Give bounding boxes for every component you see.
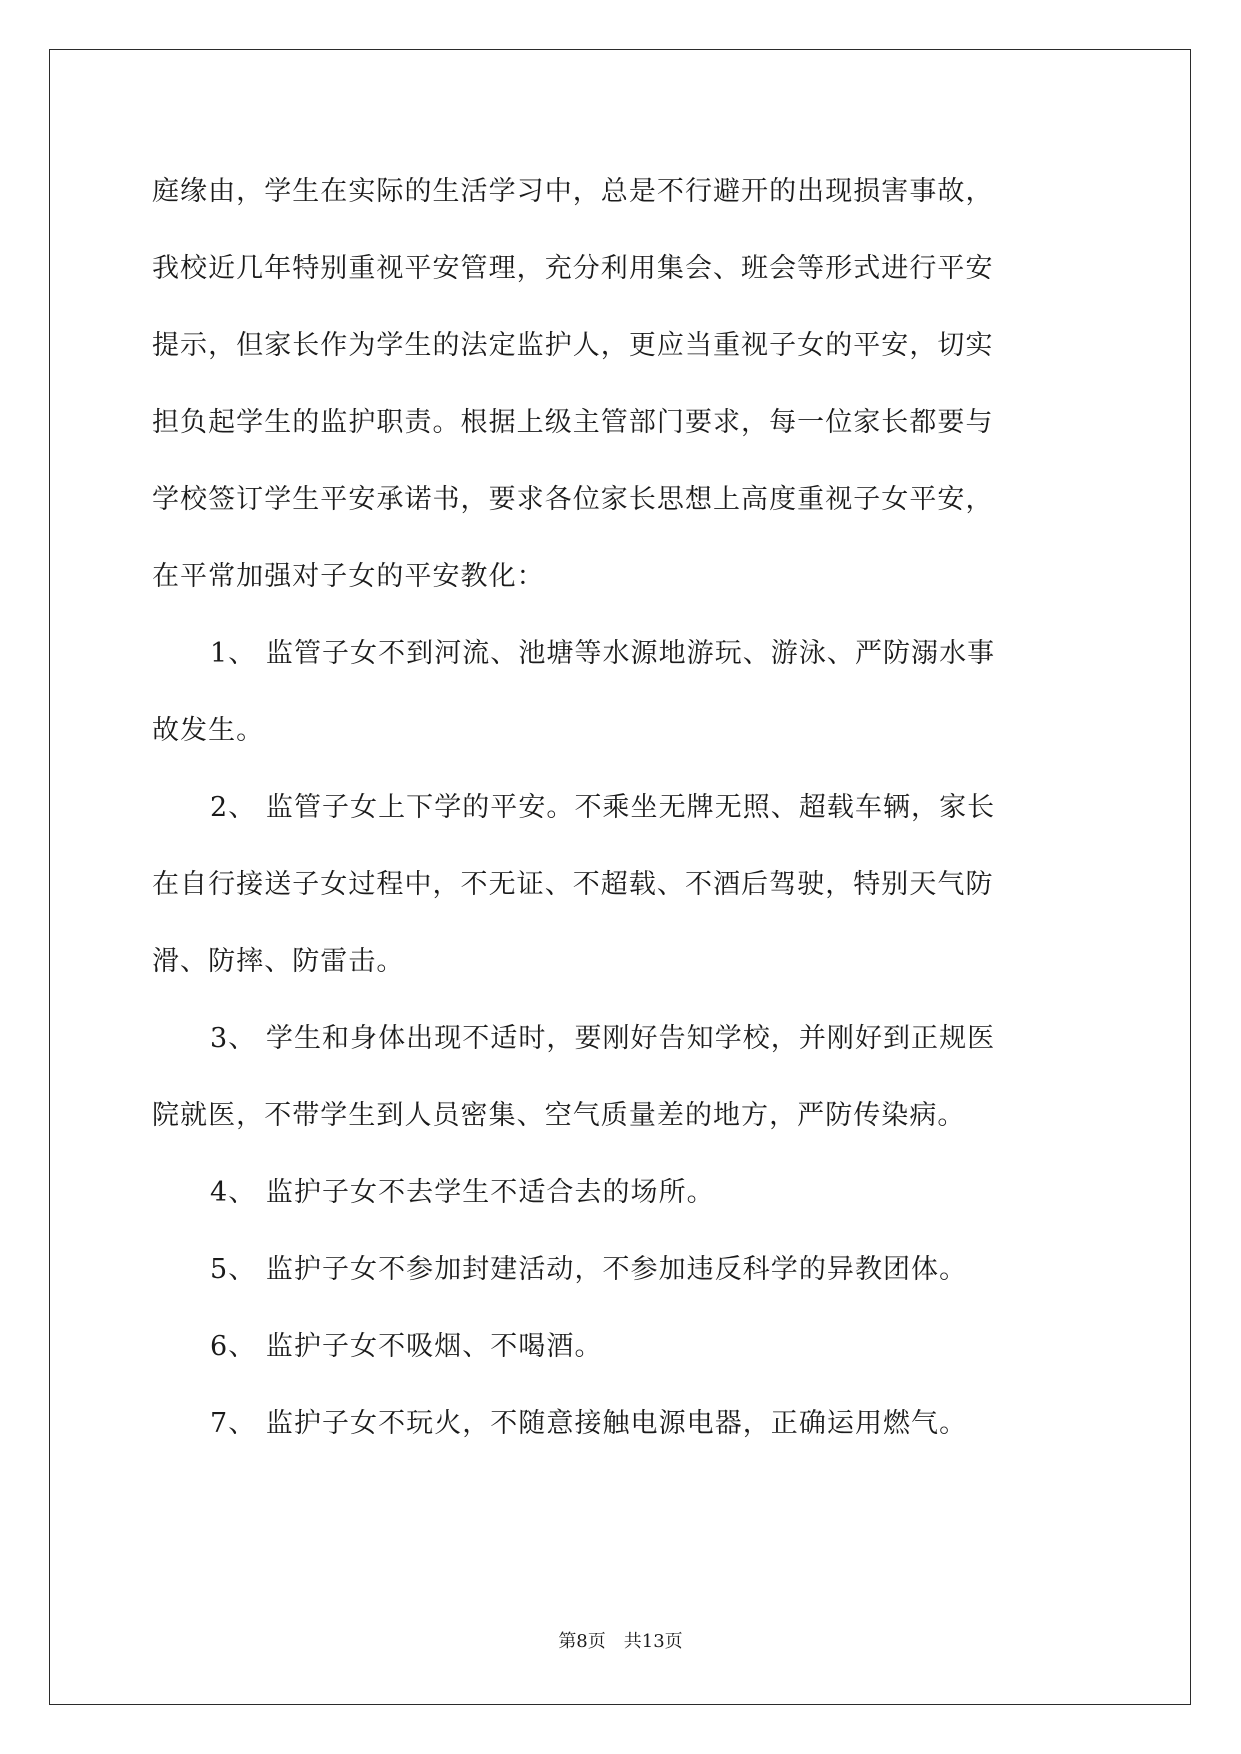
body-line: 在平常加强对子女的平安教化： bbox=[152, 561, 545, 592]
list-item-2: 2、 监管子女上下学的平安。不乘坐无牌无照、超载车辆，家长 bbox=[210, 792, 996, 823]
page-total: 共13页 bbox=[623, 1631, 683, 1652]
list-item-3-continuation: 院就医，不带学生到人员密集、空气质量差的地方，严防传染病。 bbox=[152, 1100, 966, 1131]
list-item-5: 5、 监护子女不参加封建活动，不参加违反科学的异教团体。 bbox=[210, 1254, 968, 1285]
list-item-4: 4、 监护子女不去学生不适合去的场所。 bbox=[210, 1177, 715, 1208]
document-body bbox=[152, 170, 1092, 1479]
body-line: 我校近几年特别重视平安管理，充分利用集会、班会等形式进行平安 bbox=[152, 253, 994, 284]
body-line: 庭缘由，学生在实际的生活学习中，总是不行避开的出现损害事故， bbox=[152, 176, 994, 207]
body-line: 学校签订学生平安承诺书，要求各位家长思想上高度重视子女平安， bbox=[152, 484, 994, 515]
page-number: 第8页 bbox=[558, 1631, 606, 1652]
list-item-7: 7、 监护子女不玩火，不随意接触电源电器，正确运用燃气。 bbox=[210, 1408, 968, 1439]
list-item-2-continuation: 滑、防摔、防雷击。 bbox=[152, 946, 405, 977]
body-line: 担负起学生的监护职责。根据上级主管部门要求，每一位家长都要与 bbox=[152, 407, 994, 438]
list-item-1-continuation: 故发生。 bbox=[152, 715, 265, 746]
list-item-2-continuation: 在自行接送子女过程中，不无证、不超载、不酒后驾驶，特别天气防 bbox=[152, 869, 994, 900]
list-item-3: 3、 学生和身体出现不适时，要刚好告知学校，并刚好到正规医 bbox=[210, 1023, 996, 1054]
list-item-1: 1、 监管子女不到河流、池塘等水源地游玩、游泳、严防溺水事 bbox=[210, 638, 996, 669]
body-line: 提示，但家长作为学生的法定监护人，更应当重视子女的平安，切实 bbox=[152, 330, 994, 361]
page-footer bbox=[0, 1627, 1241, 1653]
list-item-6: 6、 监护子女不吸烟、不喝酒。 bbox=[210, 1331, 603, 1362]
